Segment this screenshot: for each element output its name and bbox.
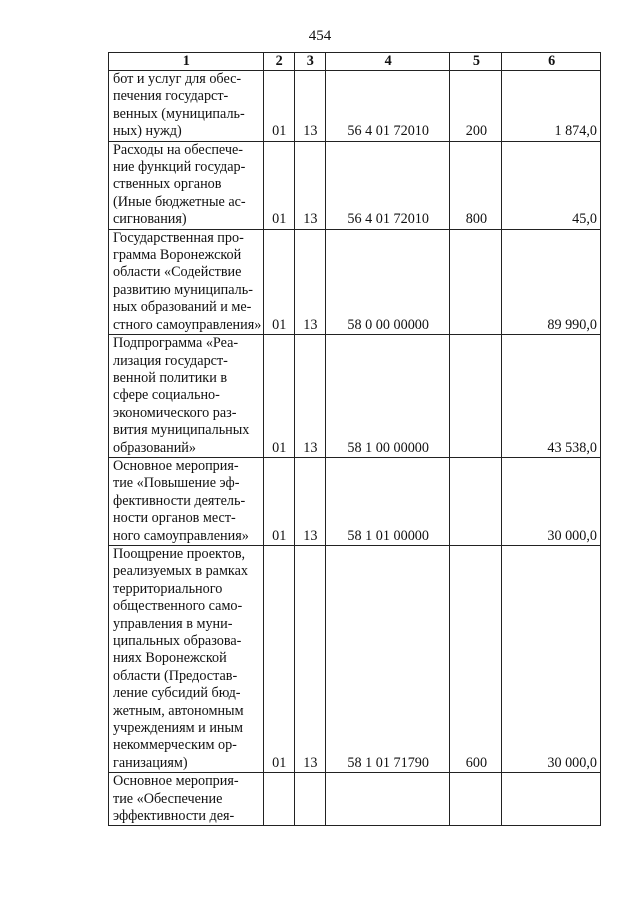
row-name-line: ных образований и ме- xyxy=(113,299,252,316)
target-article-cell: 56 4 01 72010 xyxy=(325,71,450,142)
row-name-line: сфере социально- xyxy=(113,387,220,404)
row-name-line: ных) нужд) xyxy=(113,123,182,140)
row-name-line: развитию муниципаль- xyxy=(113,281,253,298)
row-name-line: области (Предостав- xyxy=(113,667,238,684)
row-name-line: сигнования) xyxy=(113,211,187,228)
row-name-line: ственных органов xyxy=(113,176,222,193)
section-code-cell: 01 xyxy=(263,141,294,229)
table-header-row xyxy=(109,53,601,71)
row-name-line: экономического раз- xyxy=(113,404,237,421)
row-name-line: (Иные бюджетные ас- xyxy=(113,193,246,210)
section-code-cell: 01 xyxy=(263,457,294,545)
section-code-cell xyxy=(263,773,294,826)
row-name-line: образований» xyxy=(113,439,196,456)
row-name-line: ние функций государ- xyxy=(113,159,246,176)
table-row xyxy=(109,457,601,545)
row-name-line: ности органов мест- xyxy=(113,510,236,527)
target-article-cell: 56 4 01 72010 xyxy=(325,141,450,229)
subsection-code-cell xyxy=(294,773,325,826)
row-name-line: грамма Воронежской xyxy=(113,247,242,264)
row-name-line: реализуемых в рамках xyxy=(113,563,249,580)
row-name-line: печения государст- xyxy=(113,88,229,105)
row-name-line: ниях Воронежской xyxy=(113,650,227,667)
row-name-cell xyxy=(109,71,264,142)
expense-type-cell: 200 xyxy=(450,71,502,142)
row-name-line: Поощрение проектов, xyxy=(113,545,246,562)
amount-cell: 45,0 xyxy=(502,141,601,229)
table-row xyxy=(109,335,601,458)
row-name-line: венных (муниципаль- xyxy=(113,105,245,122)
target-article-cell: 58 0 00 00000 xyxy=(325,229,450,334)
row-name-line: вития муниципальных xyxy=(113,422,250,439)
amount-cell: 30 000,0 xyxy=(502,457,601,545)
section-code-cell: 01 xyxy=(263,545,294,772)
expense-type-cell: 600 xyxy=(450,545,502,772)
row-name-line: тие «Повышение эф- xyxy=(113,475,240,492)
row-name-line: стного самоуправления» xyxy=(113,316,262,333)
row-name-line: фективности деятель- xyxy=(113,492,246,509)
header-col-4: 4 xyxy=(325,53,450,71)
target-article-cell xyxy=(325,773,450,826)
row-name-line: Основное мероприя- xyxy=(113,457,239,474)
row-name-line: ление субсидий бюд- xyxy=(113,685,241,702)
amount-cell xyxy=(502,773,601,826)
row-name-line: Основное мероприя- xyxy=(113,773,239,790)
table-row xyxy=(109,545,601,772)
row-name-line: области «Содействие xyxy=(113,264,242,281)
table-row xyxy=(109,71,601,142)
row-name-line: общественного само- xyxy=(113,598,243,615)
section-code-cell: 01 xyxy=(263,335,294,458)
header-col-2: 2 xyxy=(263,53,294,71)
target-article-cell: 58 1 01 71790 xyxy=(325,545,450,772)
row-name-cell xyxy=(109,141,264,229)
expense-type-cell xyxy=(450,335,502,458)
expense-type-cell: 800 xyxy=(450,141,502,229)
row-name-line: Государственная про- xyxy=(113,229,244,246)
row-name-line: ганизациям) xyxy=(113,754,188,771)
row-name-line: тие «Обеспечение xyxy=(113,790,223,807)
table-body xyxy=(109,71,601,826)
amount-cell: 30 000,0 xyxy=(502,545,601,772)
row-name-line: венной политики в xyxy=(113,369,228,386)
amount-cell: 43 538,0 xyxy=(502,335,601,458)
row-name-line: некоммерческим ор- xyxy=(113,737,237,754)
row-name-cell xyxy=(109,335,264,458)
row-name-line: жетным, автономным xyxy=(113,702,244,719)
header-col-1: 1 xyxy=(109,53,264,71)
amount-cell: 89 990,0 xyxy=(502,229,601,334)
row-name-cell xyxy=(109,457,264,545)
row-name-line: управления в муни- xyxy=(113,615,233,632)
row-name-line: территориального xyxy=(113,580,223,597)
header-col-3: 3 xyxy=(294,53,325,71)
row-name-line: бот и услуг для обес- xyxy=(113,71,242,87)
page-number: 454 xyxy=(308,28,332,44)
target-article-cell: 58 1 00 00000 xyxy=(325,335,450,458)
row-name-line: лизация государст- xyxy=(113,352,228,369)
row-name-line: учреждениям и иным xyxy=(113,720,244,737)
section-code-cell: 01 xyxy=(263,229,294,334)
subsection-code-cell: 13 xyxy=(294,335,325,458)
table-row xyxy=(109,141,601,229)
expense-type-cell xyxy=(450,457,502,545)
section-code-cell: 01 xyxy=(263,71,294,142)
expense-type-cell xyxy=(450,229,502,334)
row-name-line: ципальных образова- xyxy=(113,633,242,649)
row-name-line: эффективности дея- xyxy=(113,808,235,825)
target-article-cell: 58 1 01 00000 xyxy=(325,457,450,545)
row-name-line: ного самоуправления» xyxy=(113,527,249,544)
expense-type-cell xyxy=(450,773,502,826)
subsection-code-cell: 13 xyxy=(294,141,325,229)
header-col-6: 6 xyxy=(502,53,601,71)
row-name-cell xyxy=(109,545,264,772)
row-name-cell xyxy=(109,229,264,334)
table-row xyxy=(109,229,601,334)
row-name-cell xyxy=(109,773,264,826)
subsection-code-cell: 13 xyxy=(294,545,325,772)
subsection-code-cell: 13 xyxy=(294,457,325,545)
subsection-code-cell: 13 xyxy=(294,71,325,142)
row-name-line: Расходы на обеспече- xyxy=(113,141,244,158)
header-col-5: 5 xyxy=(450,53,502,71)
amount-cell: 1 874,0 xyxy=(502,71,601,142)
budget-table xyxy=(108,52,601,826)
row-name-line: Подпрограмма «Реа- xyxy=(113,335,239,352)
subsection-code-cell: 13 xyxy=(294,229,325,334)
table-row xyxy=(109,773,601,826)
